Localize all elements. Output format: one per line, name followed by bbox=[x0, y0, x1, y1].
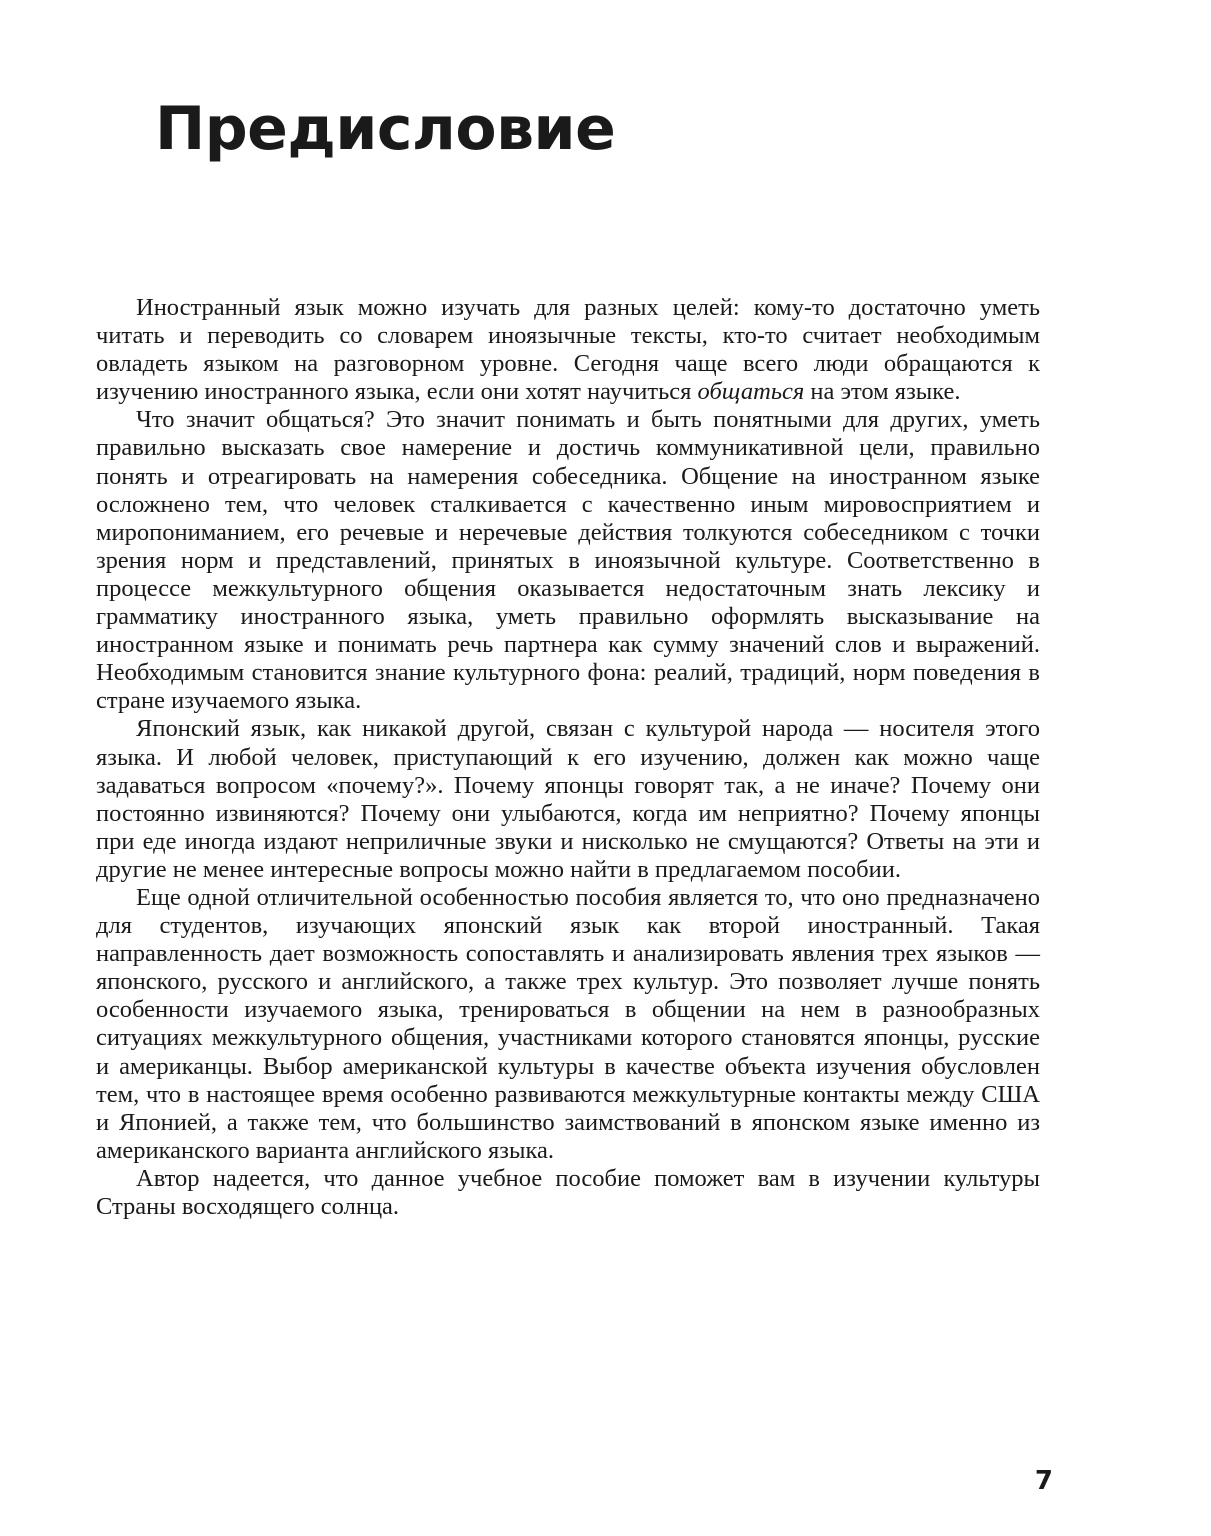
paragraph-2: Что значит общаться? Это значит понимать и быть понятными для других, уметь правильно высказать свое намерение и достичь коммуникативной цели, правильно понять и отреагировать на намерения собеседника. Общение на иностранном языке осложнено тем, что человек сталкивается с качественно иным мировосприятием и миропониманием, его речевые и неречевые действия толкуются собеседником с точки зрения норм и представлений, принятых в иноязычной культуре. Соответственно в процессе межкультурного общения оказывается недостаточным знать лексику и грамматику иностранного языка, уметь правильно оформлять высказывание на иностранном языке и понимать речь партнера как сумму значений слов и выражений. Необходимым становится знание культурного фона: реалий, традиций, норм поведения в стране изучаемого языка. bbox=[96, 406, 1040, 715]
paragraph-1-emphasis: общаться bbox=[697, 378, 805, 406]
paragraph-5: Автор надеется, что данное учебное пособие поможет вам в изучении культуры Страны восходящего солнца. bbox=[96, 1164, 1040, 1220]
paragraph-3: Японский язык, как никакой другой, связан с культурой народа — носителя этого языка. И любой человек, приступающий к его изучению, должен как можно чаще задаваться вопросом «почему?». Почему японцы говорят так, а не иначе? Почему они постоянно извиняются? Почему они улыбаются, когда им неприятно? Почему японцы при еде иногда издают неприличные звуки и нисколько не смущаются? Ответы на эти и другие не менее интересные вопросы можно найти в предлагаемом пособии. bbox=[96, 715, 1040, 883]
page-title: Предисловие bbox=[155, 94, 616, 164]
paragraph-1-end: на этом языке. bbox=[804, 378, 961, 406]
paragraph-1-start: Иностранный язык можно изучать для разных целей: кому-то достаточно уметь читать и переводить со словарем иноязычные тексты, кто-то считает необходимым овладеть языком на разговорном уровне. Сегодня чаще всего люди обращаются к изучению иностранного языка, если они хотят научиться bbox=[96, 294, 1040, 406]
paragraph-4: Еще одной отличительной особенностью пособия является то, что оно предназначено для студентов, изучающих японский язык как второй иностранный. Такая направленность дает возможность сопоставлять и анализировать явления трех языков — японского, русского и английского, а также трех культур. Это позволяет лучше понять особенности изучаемого языка, тренироваться в общении на нем в разнообразных ситуациях межкультурного общения, участниками которого становятся японцы, русские и американцы. Выбор американской культуры в качестве объекта изучения обусловлен тем, что в настоящее время особенно развиваются межкультурные контакты между США и Японией, а также тем, что большинство заимствований в японском языке именно из американского варианта английского языка. bbox=[96, 883, 1040, 1164]
page-number: 7 bbox=[1034, 1466, 1053, 1496]
paragraph-1 bbox=[96, 294, 1040, 406]
body-text bbox=[96, 294, 1040, 1221]
